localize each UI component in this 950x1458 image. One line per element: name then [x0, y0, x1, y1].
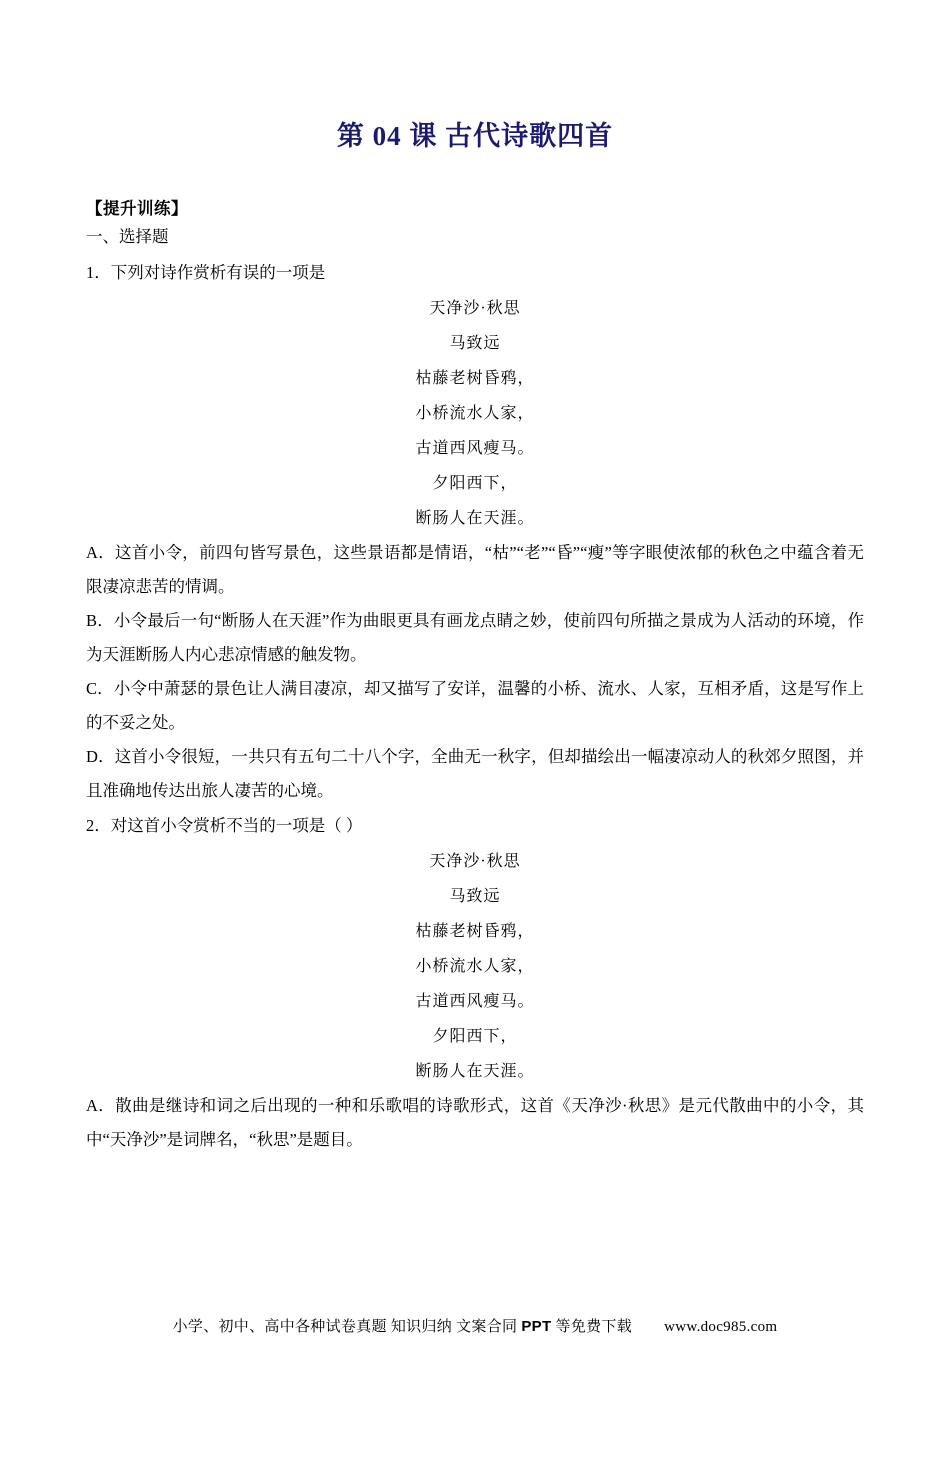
- page-footer: [0, 1315, 950, 1336]
- poem-verse: 枯藤老树昏鸦，: [415, 370, 535, 387]
- question-1-option-c: C．小令中萧瑟的景色让人满目凄凉，却又描写了安详，温馨的小桥、流水、人家，互相矛盾，这是写作上的不妥之处。: [86, 679, 864, 732]
- question-1-option-b: B．小令最后一句“断肠人在天涯”作为曲眼更具有画龙点睛之妙，使前四句所描之景成为人活动的环境，作为天涯断肠人内心悲凉情感的触发物。: [86, 611, 864, 664]
- poem-verse: 断肠人在天涯。: [415, 1063, 535, 1080]
- poem-verse: 古道西风瘦马。: [415, 440, 535, 457]
- footer-url: www.doc985.com: [664, 1319, 778, 1335]
- poem-title: 天净沙·秋思: [429, 853, 521, 870]
- footer-text: 小学、初中、高中各种试卷真题 知识归纳 文案合同: [172, 1319, 518, 1335]
- question-1-stem: 1．下列对诗作赏析有误的一项是: [86, 263, 326, 282]
- poem-author: 马致远: [449, 888, 501, 905]
- poem-verse: 古道西风瘦马。: [415, 993, 535, 1010]
- poem-verse: 夕阳西下，: [432, 1028, 518, 1045]
- poem-verse: 小桥流水人家，: [415, 958, 535, 975]
- poem-verse: 夕阳西下，: [432, 475, 518, 492]
- footer-brand: PPT: [521, 1318, 552, 1335]
- question-1-poem: [86, 291, 864, 536]
- section-label: 【提升训练】: [86, 199, 188, 218]
- question-2-poem: [86, 844, 864, 1089]
- poem-title: 天净沙·秋思: [429, 300, 521, 317]
- question-1-option-a: A．这首小令，前四句皆写景色，这些景语都是情语，“枯”“老”“昏”“瘦”等字眼使浓郁的秋色之中蕴含着无限凄凉悲苦的情调。: [86, 543, 864, 596]
- poem-verse: 枯藤老树昏鸦，: [415, 923, 535, 940]
- footer-text-2: 等免费下载: [555, 1319, 633, 1335]
- poem-verse: 断肠人在天涯。: [415, 510, 535, 527]
- poem-author: 马致远: [449, 335, 501, 352]
- question-1-option-d: D．这首小令很短，一共只有五句二十八个字，全曲无一秋字，但却描绘出一幅凄凉动人的秋郊夕照图，并且准确地传达出旅人凄苦的心境。: [86, 747, 864, 800]
- part-heading: 一、选择题: [86, 227, 169, 246]
- question-2-stem: 2．对这首小令赏析不当的一项是（ ）: [86, 816, 363, 835]
- poem-verse: 小桥流水人家，: [415, 405, 535, 422]
- question-2-option-a: A．散曲是继诗和词之后出现的一种和乐歌唱的诗歌形式，这首《天净沙·秋思》是元代散曲中的小令，其中“天净沙”是词牌名，“秋思”是题目。: [86, 1096, 864, 1149]
- page-title: 第 04 课 古代诗歌四首: [336, 121, 614, 151]
- document-page: [0, 114, 950, 1458]
